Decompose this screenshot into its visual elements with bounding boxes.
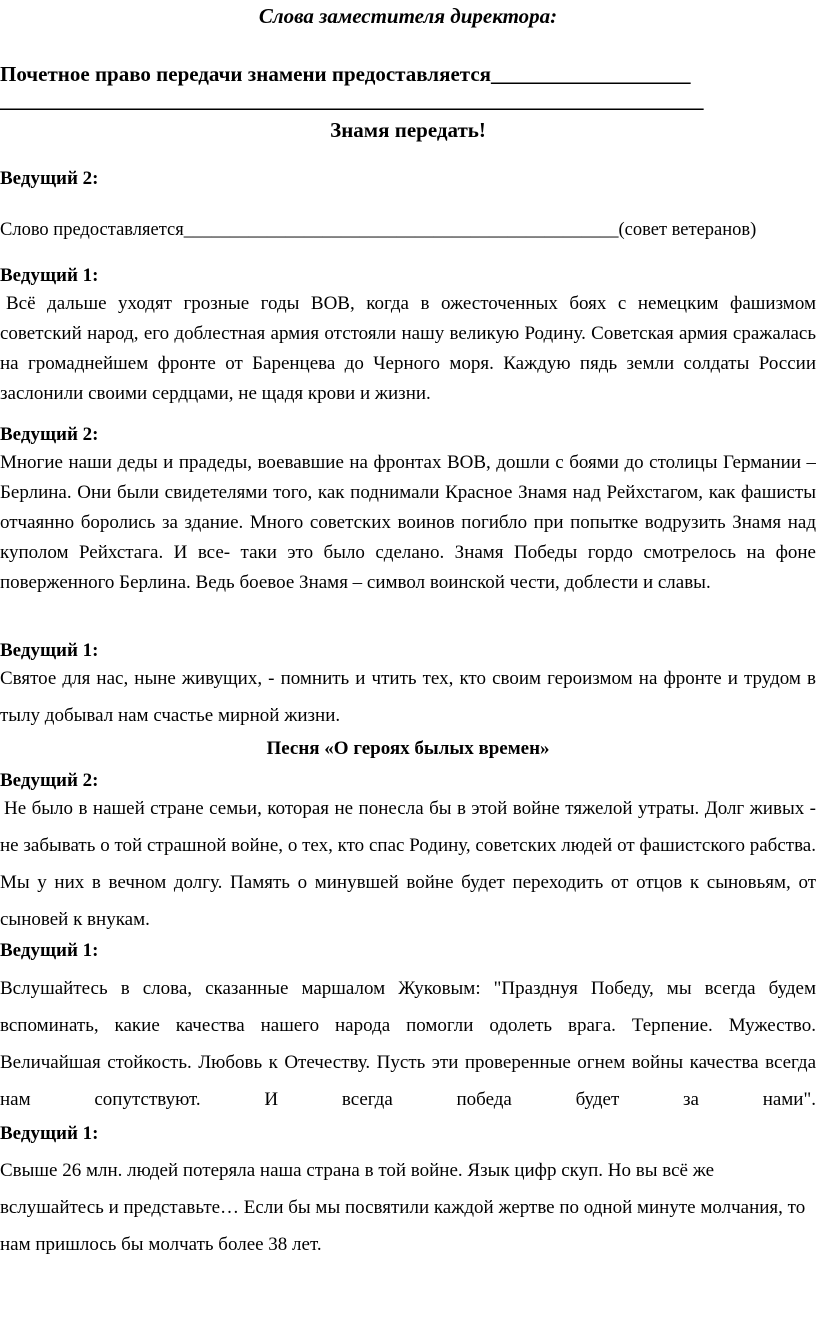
banner-command: Знамя передать! [330,118,486,142]
speaker-label: Ведущий 1: [0,940,99,961]
paragraph: Вслушайтесь в слова, сказанные маршалом Жуковым: "Празднуя Победу, мы всегда будем вспоминать, какие качества нашего народа помогли одолеть врага. Терпение. Мужество. Величайшая стойкость. Любовь к Отечеству. Пусть эти проверенные огнем войны качества всегда нам сопутствуют. И всегда победа будет за нами". [0,978,816,1110]
underline-line: ___________________________________________________________________ [0,88,704,112]
song-title: Песня «О героях былых времен» [266,738,550,759]
speaker-label: Ведущий 2: [0,168,99,189]
paragraph: Не было в нашей стране семьи, которая не понесла бы в этой войне тяжелой утраты. Долг живых - не забывать о той страшной войне, о тех, кто спас Родину, советских людей от фашистского рабства. Мы у них в вечном долгу. Память о минувшей войне будет переходить от отцов к сыновьям, от сыновей к внукам. [0,798,816,930]
speaker-label: Ведущий 1: [0,1123,99,1144]
paragraph: Всё дальше уходят грозные годы ВОВ, когда в ожесточенных боях с немецким фашизмом советский народ, его доблестная армия отстояли нашу великую Родину. Советская армия сражалась на громаднейшем фронте от Баренцева до Черного моря. Каждую пядь земли солдаты России заслонили своими сердцами, не щадя крови и жизни. [0,293,816,404]
paragraph: Святое для нас, ныне живущих, - помнить и чтить тех, кто своим героизмом на фронте и трудом в тылу добывал нам счастье мирной жизни. [0,668,816,726]
speaker-label: Ведущий 1: [0,640,99,661]
paragraph: Свыше 26 млн. людей потеряла наша страна в той войне. Язык цифр скуп. Но вы всё же вслушайтесь и представьте… Если бы мы посвятили каждой жертве по одной минуте молчания, то нам пришлось бы молчать более 38 лет. [0,1160,806,1255]
banner-line: Почетное право передачи знамени предоставляется___________________ [0,62,691,86]
speaker-label: Ведущий 1: [0,265,99,286]
speaker-label: Ведущий 2: [0,770,99,791]
deputy-heading: Слова заместителя директора: [258,4,558,28]
speaker-label: Ведущий 2: [0,424,99,445]
paragraph: Многие наши деды и прадеды, воевавшие на фронтах ВОВ, дошли с боями до столицы Германии – Берлина. Они были свидетелями того, как поднимали Красное Знамя над Рейхстагом, как фашисты отчаянно боролись за здание. Много советских воинов погибло при попытке водрузить Знамя над куполом Рейхстага. И все- таки это было сделано. Знамя Победы гордо смотрелось на фоне поверженного Берлина. Ведь боевое Знамя – символ воинской чести, доблести и славы. [0,452,816,593]
floor-given-line: Слово предоставляется_______________________________________________(совет ветеранов) [0,220,757,240]
